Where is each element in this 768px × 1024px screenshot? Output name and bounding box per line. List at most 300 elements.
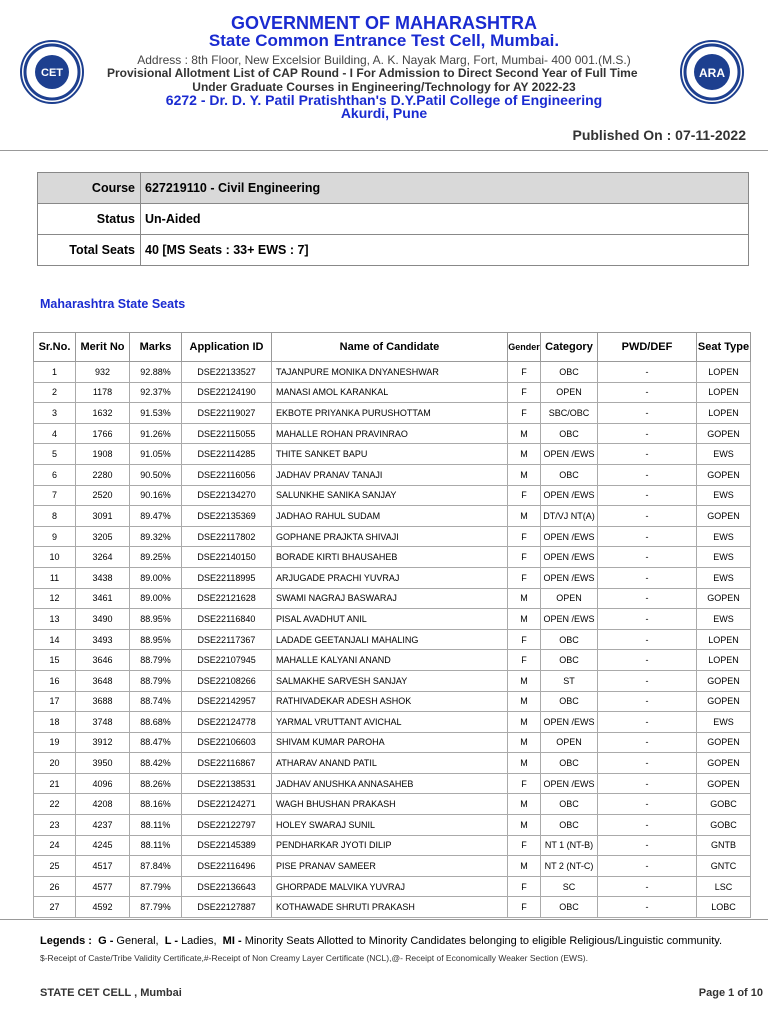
cell-seat-type: LOPEN — [697, 629, 751, 650]
cell-sr-no: 10 — [34, 547, 76, 568]
cell-sr-no: 4 — [34, 423, 76, 444]
cell-merit-no: 4237 — [76, 815, 130, 836]
cell-sr-no: 5 — [34, 444, 76, 465]
cell-title: State Common Entrance Test Cell, Mumbai. — [208, 31, 560, 50]
table-row — [34, 403, 751, 424]
cell-pwd-def: - — [598, 609, 697, 630]
cell-gender: M — [508, 732, 541, 753]
cell-marks: 89.25% — [130, 547, 182, 568]
cell-merit-no: 3091 — [76, 506, 130, 527]
cell-pwd-def: - — [598, 712, 697, 733]
cell-gender: M — [508, 856, 541, 877]
cell-sr-no: 24 — [34, 835, 76, 856]
cell-merit-no: 3461 — [76, 588, 130, 609]
seats-label: Total Seats — [38, 235, 141, 266]
table-row — [34, 362, 751, 383]
cell-marks: 88.68% — [130, 712, 182, 733]
cell-marks: 91.05% — [130, 444, 182, 465]
table-row — [34, 712, 751, 733]
cell-category: OPEN — [541, 382, 598, 403]
cell-seat-type: GOPEN — [697, 423, 751, 444]
cell-candidate-name: JADHAO RAHUL SUDAM — [272, 506, 508, 527]
cell-application-id: DSE22119027 — [182, 403, 272, 424]
cell-category: OBC — [541, 629, 598, 650]
cet-logo-text: CET — [41, 67, 63, 79]
college-name: 6272 - Dr. D. Y. Patil Pratishthan's D.Y.Patil College of Engineering — [165, 92, 603, 108]
cell-merit-no: 3648 — [76, 670, 130, 691]
cell-candidate-name: PENDHARKAR JYOTI DILIP — [272, 835, 508, 856]
cell-application-id: DSE22116840 — [182, 609, 272, 630]
cell-sr-no: 9 — [34, 526, 76, 547]
cell-pwd-def: - — [598, 547, 697, 568]
cell-candidate-name: SALMAKHE SARVESH SANJAY — [272, 670, 508, 691]
cell-candidate-name: YARMAL VRUTTANT AVICHAL — [272, 712, 508, 733]
cell-candidate-name: MAHALLE ROHAN PRAVINRAO — [272, 423, 508, 444]
cell-application-id: DSE22107945 — [182, 650, 272, 671]
ara-logo-text: ARA — [699, 66, 725, 80]
cell-seat-type: GOPEN — [697, 753, 751, 774]
cell-pwd-def: - — [598, 506, 697, 527]
cell-pwd-def: - — [598, 403, 697, 424]
cell-sr-no: 14 — [34, 629, 76, 650]
cell-category: OPEN /EWS — [541, 526, 598, 547]
cell-marks: 88.47% — [130, 732, 182, 753]
cell-gender: M — [508, 506, 541, 527]
cell-merit-no: 3493 — [76, 629, 130, 650]
cell-category: OBC — [541, 423, 598, 444]
cell-gender: F — [508, 876, 541, 897]
seats-row — [38, 235, 749, 266]
cell-marks: 87.79% — [130, 876, 182, 897]
cell-marks: 88.11% — [130, 815, 182, 836]
legend-mi-key: MI - — [222, 935, 242, 947]
cell-gender: M — [508, 794, 541, 815]
header-divider — [0, 150, 768, 151]
cell-seat-type: EWS — [697, 567, 751, 588]
cell-merit-no: 3205 — [76, 526, 130, 547]
cell-sr-no: 3 — [34, 403, 76, 424]
cell-gender: M — [508, 444, 541, 465]
cell-sr-no: 16 — [34, 670, 76, 691]
seats-value: 40 [MS Seats : 33+ EWS : 7] — [141, 235, 749, 266]
table-row — [34, 815, 751, 836]
table-row — [34, 856, 751, 877]
legend-g-value: General, — [116, 935, 159, 947]
cell-gender: F — [508, 835, 541, 856]
table-header-row — [34, 333, 751, 362]
cell-gender: F — [508, 403, 541, 424]
status-label: Status — [38, 204, 141, 235]
cell-category: OBC — [541, 897, 598, 918]
cell-category: OPEN — [541, 588, 598, 609]
table-row — [34, 897, 751, 918]
cell-seat-type: EWS — [697, 609, 751, 630]
cell-merit-no: 1178 — [76, 382, 130, 403]
cell-marks: 88.79% — [130, 670, 182, 691]
cell-seat-type: GOPEN — [697, 773, 751, 794]
cell-merit-no: 3912 — [76, 732, 130, 753]
col-header-merit-no: Merit No — [76, 333, 130, 362]
table-row — [34, 444, 751, 465]
cell-candidate-name: MAHALLE KALYANI ANAND — [272, 650, 508, 671]
table-row — [34, 485, 751, 506]
table-row — [34, 423, 751, 444]
cell-category: OBC — [541, 691, 598, 712]
cell-gender: F — [508, 773, 541, 794]
cell-sr-no: 21 — [34, 773, 76, 794]
cell-merit-no: 2280 — [76, 464, 130, 485]
cell-category: OPEN /EWS — [541, 773, 598, 794]
cell-sr-no: 7 — [34, 485, 76, 506]
cell-marks: 87.79% — [130, 897, 182, 918]
cell-seat-type: EWS — [697, 444, 751, 465]
cell-application-id: DSE22116056 — [182, 464, 272, 485]
table-row — [34, 464, 751, 485]
cell-merit-no: 3438 — [76, 567, 130, 588]
table-row — [34, 835, 751, 856]
cell-marks: 89.47% — [130, 506, 182, 527]
cell-candidate-name: SHIVAM KUMAR PAROHA — [272, 732, 508, 753]
cell-category: OBC — [541, 815, 598, 836]
cell-seat-type: GOBC — [697, 794, 751, 815]
cell-category: OPEN — [541, 732, 598, 753]
course-info-table — [37, 172, 749, 266]
col-header-marks: Marks — [130, 333, 182, 362]
status-value: Un-Aided — [141, 204, 749, 235]
table-row — [34, 609, 751, 630]
cell-sr-no: 19 — [34, 732, 76, 753]
table-row — [34, 794, 751, 815]
cell-seat-type: LOPEN — [697, 403, 751, 424]
cell-candidate-name: KOTHAWADE SHRUTI PRAKASH — [272, 897, 508, 918]
cell-gender: F — [508, 485, 541, 506]
cell-marks: 89.00% — [130, 567, 182, 588]
cell-pwd-def: - — [598, 670, 697, 691]
cell-merit-no: 1908 — [76, 444, 130, 465]
cell-application-id: DSE22124190 — [182, 382, 272, 403]
cell-gender: F — [508, 362, 541, 383]
cell-seat-type: GOPEN — [697, 732, 751, 753]
cell-marks: 91.26% — [130, 423, 182, 444]
cell-marks: 88.11% — [130, 835, 182, 856]
table-row — [34, 506, 751, 527]
page-number: Page 1 of 10 — [698, 987, 763, 999]
cell-gender: M — [508, 670, 541, 691]
cell-sr-no: 12 — [34, 588, 76, 609]
cell-seat-type: GNTC — [697, 856, 751, 877]
cell-sr-no: 6 — [34, 464, 76, 485]
cell-pwd-def: - — [598, 423, 697, 444]
cell-seat-type: GOPEN — [697, 691, 751, 712]
cell-application-id: DSE22117367 — [182, 629, 272, 650]
cell-pwd-def: - — [598, 856, 697, 877]
cell-candidate-name: PISAL AVADHUT ANIL — [272, 609, 508, 630]
cell-category: OBC — [541, 794, 598, 815]
cell-pwd-def: - — [598, 732, 697, 753]
col-header-candidate-name: Name of Candidate — [272, 333, 508, 362]
cell-sr-no: 26 — [34, 876, 76, 897]
table-row — [34, 773, 751, 794]
table-row — [34, 753, 751, 774]
cell-category: SC — [541, 876, 598, 897]
legend-mi-value: Minority Seats Allotted to Minority Candidates belonging to eligible Religious/Linguistic community. — [244, 935, 723, 947]
cell-gender: F — [508, 382, 541, 403]
cell-application-id: DSE22114285 — [182, 444, 272, 465]
table-row — [34, 547, 751, 568]
cell-sr-no: 2 — [34, 382, 76, 403]
cell-gender: F — [508, 567, 541, 588]
cell-candidate-name: MANASI AMOL KARANKAL — [272, 382, 508, 403]
cell-application-id: DSE22116867 — [182, 753, 272, 774]
cell-pwd-def: - — [598, 464, 697, 485]
cell-candidate-name: JADHAV ANUSHKA ANNASAHEB — [272, 773, 508, 794]
legend-l-key: L - — [164, 935, 178, 947]
col-header-seat-type: Seat Type — [697, 333, 751, 362]
cell-gender: M — [508, 464, 541, 485]
cell-sr-no: 11 — [34, 567, 76, 588]
col-header-gender: Gender — [508, 333, 541, 362]
cell-marks: 88.26% — [130, 773, 182, 794]
cell-candidate-name: ARJUGADE PRACHI YUVRAJ — [272, 567, 508, 588]
cell-category: OBC — [541, 464, 598, 485]
cell-gender: F — [508, 629, 541, 650]
cell-merit-no: 3264 — [76, 547, 130, 568]
cell-merit-no: 4208 — [76, 794, 130, 815]
course-row — [38, 173, 749, 204]
cell-seat-type: EWS — [697, 712, 751, 733]
list-subtitle: Under Graduate Courses in Engineering/Technology for AY 2022-23 — [192, 80, 576, 94]
cell-marks: 88.74% — [130, 691, 182, 712]
cell-marks: 90.50% — [130, 464, 182, 485]
cell-pwd-def: - — [598, 629, 697, 650]
cell-gender: M — [508, 609, 541, 630]
section-title: Maharashtra State Seats — [40, 297, 186, 311]
cell-application-id: DSE22124271 — [182, 794, 272, 815]
cell-category: NT 1 (NT-B) — [541, 835, 598, 856]
cell-candidate-name: THITE SANKET BAPU — [272, 444, 508, 465]
cell-sr-no: 17 — [34, 691, 76, 712]
cell-application-id: DSE22133527 — [182, 362, 272, 383]
cell-application-id: DSE22127887 — [182, 897, 272, 918]
cell-candidate-name: HOLEY SWARAJ SUNIL — [272, 815, 508, 836]
list-title: Provisional Allotment List of CAP Round - I For Admission to Direct Second Year of Full Time — [107, 66, 638, 80]
cell-sr-no: 13 — [34, 609, 76, 630]
cell-sr-no: 15 — [34, 650, 76, 671]
cell-seat-type: LOPEN — [697, 362, 751, 383]
cell-candidate-name: ATHARAV ANAND PATIL — [272, 753, 508, 774]
cell-category: OBC — [541, 753, 598, 774]
cell-merit-no: 4245 — [76, 835, 130, 856]
cell-pwd-def: - — [598, 835, 697, 856]
cell-application-id: DSE22121628 — [182, 588, 272, 609]
legend-title: Legends : — [40, 935, 92, 947]
cell-application-id: DSE22115055 — [182, 423, 272, 444]
cell-marks: 92.88% — [130, 362, 182, 383]
cell-pwd-def: - — [598, 382, 697, 403]
cell-seat-type: GOPEN — [697, 464, 751, 485]
cell-candidate-name: BORADE KIRTI BHAUSAHEB — [272, 547, 508, 568]
footer-issuer: STATE CET CELL , Mumbai — [40, 987, 182, 999]
cell-sr-no: 22 — [34, 794, 76, 815]
cell-candidate-name: JADHAV PRANAV TANAJI — [272, 464, 508, 485]
college-location: Akurdi, Pune — [340, 105, 428, 121]
cell-candidate-name: TAJANPURE MONIKA DNYANESHWAR — [272, 362, 508, 383]
cell-marks: 92.37% — [130, 382, 182, 403]
cell-gender: F — [508, 650, 541, 671]
cell-gender: F — [508, 547, 541, 568]
cell-marks: 88.95% — [130, 629, 182, 650]
cell-marks: 90.16% — [130, 485, 182, 506]
course-value: 627219110 - Civil Engineering — [141, 173, 749, 204]
allotment-table — [33, 332, 751, 918]
published-date: Published On : 07-11-2022 — [572, 127, 746, 143]
cell-candidate-name: GOPHANE PRAJKTA SHIVAJI — [272, 526, 508, 547]
cell-category: OPEN /EWS — [541, 567, 598, 588]
cell-seat-type: GNTB — [697, 835, 751, 856]
status-row — [38, 204, 749, 235]
cell-merit-no: 3688 — [76, 691, 130, 712]
cell-sr-no: 23 — [34, 815, 76, 836]
cell-gender: M — [508, 691, 541, 712]
cell-pwd-def: - — [598, 650, 697, 671]
legend-receipts-note: $-Receipt of Caste/Tribe Validity Certificate,#-Receipt of Non Creamy Layer Certificate (NCL),@- Receipt of Economically Weaker Section (EWS). — [40, 953, 588, 963]
government-title: GOVERNMENT OF MAHARASHTRA — [231, 13, 537, 33]
cell-marks: 87.84% — [130, 856, 182, 877]
cell-seat-type: EWS — [697, 547, 751, 568]
cell-seat-type: GOPEN — [697, 670, 751, 691]
cell-sr-no: 18 — [34, 712, 76, 733]
col-header-pwd-def: PWD/DEF — [598, 333, 697, 362]
table-footer-divider — [0, 919, 768, 920]
cell-pwd-def: - — [598, 794, 697, 815]
cell-category: OPEN /EWS — [541, 485, 598, 506]
table-row — [34, 588, 751, 609]
cell-seat-type: LSC — [697, 876, 751, 897]
cell-application-id: DSE22106603 — [182, 732, 272, 753]
cell-application-id: DSE22124778 — [182, 712, 272, 733]
cell-sr-no: 25 — [34, 856, 76, 877]
cell-application-id: DSE22116496 — [182, 856, 272, 877]
cell-seat-type: LOPEN — [697, 382, 751, 403]
cell-seat-type: LOPEN — [697, 650, 751, 671]
cell-application-id: DSE22145389 — [182, 835, 272, 856]
cell-pwd-def: - — [598, 897, 697, 918]
cell-application-id: DSE22118995 — [182, 567, 272, 588]
cell-application-id: DSE22135369 — [182, 506, 272, 527]
cell-pwd-def: - — [598, 876, 697, 897]
cell-pwd-def: - — [598, 588, 697, 609]
cell-application-id: DSE22134270 — [182, 485, 272, 506]
cell-pwd-def: - — [598, 567, 697, 588]
table-row — [34, 732, 751, 753]
cell-pwd-def: - — [598, 753, 697, 774]
cell-marks: 88.95% — [130, 609, 182, 630]
cell-candidate-name: EKBOTE PRIYANKA PURUSHOTTAM — [272, 403, 508, 424]
cell-pwd-def: - — [598, 485, 697, 506]
cell-marks: 89.32% — [130, 526, 182, 547]
table-row — [34, 670, 751, 691]
cell-seat-type: GOBC — [697, 815, 751, 836]
cell-merit-no: 3646 — [76, 650, 130, 671]
col-header-category: Category — [541, 333, 598, 362]
cell-application-id: DSE22108266 — [182, 670, 272, 691]
course-label: Course — [38, 173, 141, 204]
legend-g-key: G - — [98, 935, 114, 947]
legend-l-value: Ladies, — [181, 935, 217, 947]
cell-candidate-name: PISE PRANAV SAMEER — [272, 856, 508, 877]
address-line: Address : 8th Floor, New Excelsior Building, A. K. Nayak Marg, Fort, Mumbai- 400 001.(M.S.) — [137, 53, 631, 67]
table-row — [34, 691, 751, 712]
cell-seat-type: GOPEN — [697, 506, 751, 527]
cell-sr-no: 27 — [34, 897, 76, 918]
cell-candidate-name: RATHIVADEKAR ADESH ASHOK — [272, 691, 508, 712]
cell-merit-no: 2520 — [76, 485, 130, 506]
cell-gender: F — [508, 897, 541, 918]
cell-sr-no: 1 — [34, 362, 76, 383]
cell-marks: 89.00% — [130, 588, 182, 609]
cell-category: OPEN /EWS — [541, 547, 598, 568]
table-row — [34, 650, 751, 671]
cell-gender: M — [508, 815, 541, 836]
cell-application-id: DSE22138531 — [182, 773, 272, 794]
cell-category: OBC — [541, 650, 598, 671]
cell-sr-no: 8 — [34, 506, 76, 527]
cell-seat-type: LOBC — [697, 897, 751, 918]
cell-marks: 91.53% — [130, 403, 182, 424]
cell-merit-no: 3490 — [76, 609, 130, 630]
legend — [40, 935, 722, 947]
cell-gender: M — [508, 588, 541, 609]
cell-gender: F — [508, 526, 541, 547]
cell-candidate-name: LADADE GEETANJALI MAHALING — [272, 629, 508, 650]
cell-category: ST — [541, 670, 598, 691]
cell-seat-type: GOPEN — [697, 588, 751, 609]
cell-pwd-def: - — [598, 362, 697, 383]
cell-merit-no: 1766 — [76, 423, 130, 444]
cell-merit-no: 4517 — [76, 856, 130, 877]
cell-category: SBC/OBC — [541, 403, 598, 424]
cell-pwd-def: - — [598, 815, 697, 836]
cell-seat-type: EWS — [697, 526, 751, 547]
cell-gender: M — [508, 423, 541, 444]
cell-pwd-def: - — [598, 526, 697, 547]
cell-category: OPEN /EWS — [541, 444, 598, 465]
cell-application-id: DSE22140150 — [182, 547, 272, 568]
table-row — [34, 526, 751, 547]
cell-pwd-def: - — [598, 773, 697, 794]
col-header-sr-no: Sr.No. — [34, 333, 76, 362]
cell-marks: 88.42% — [130, 753, 182, 774]
cell-candidate-name: GHORPADE MALVIKA YUVRAJ — [272, 876, 508, 897]
cell-pwd-def: - — [598, 691, 697, 712]
cell-marks: 88.16% — [130, 794, 182, 815]
table-row — [34, 629, 751, 650]
cell-pwd-def: - — [598, 444, 697, 465]
cell-merit-no: 3950 — [76, 753, 130, 774]
cell-seat-type: EWS — [697, 485, 751, 506]
cell-application-id: DSE22136643 — [182, 876, 272, 897]
table-row — [34, 876, 751, 897]
cell-category: OPEN /EWS — [541, 609, 598, 630]
cell-merit-no: 4592 — [76, 897, 130, 918]
cell-merit-no: 1632 — [76, 403, 130, 424]
cell-marks: 88.79% — [130, 650, 182, 671]
cell-merit-no: 3748 — [76, 712, 130, 733]
col-header-application-id: Application ID — [182, 333, 272, 362]
cell-merit-no: 932 — [76, 362, 130, 383]
cell-category: DT/VJ NT(A) — [541, 506, 598, 527]
cell-gender: M — [508, 712, 541, 733]
